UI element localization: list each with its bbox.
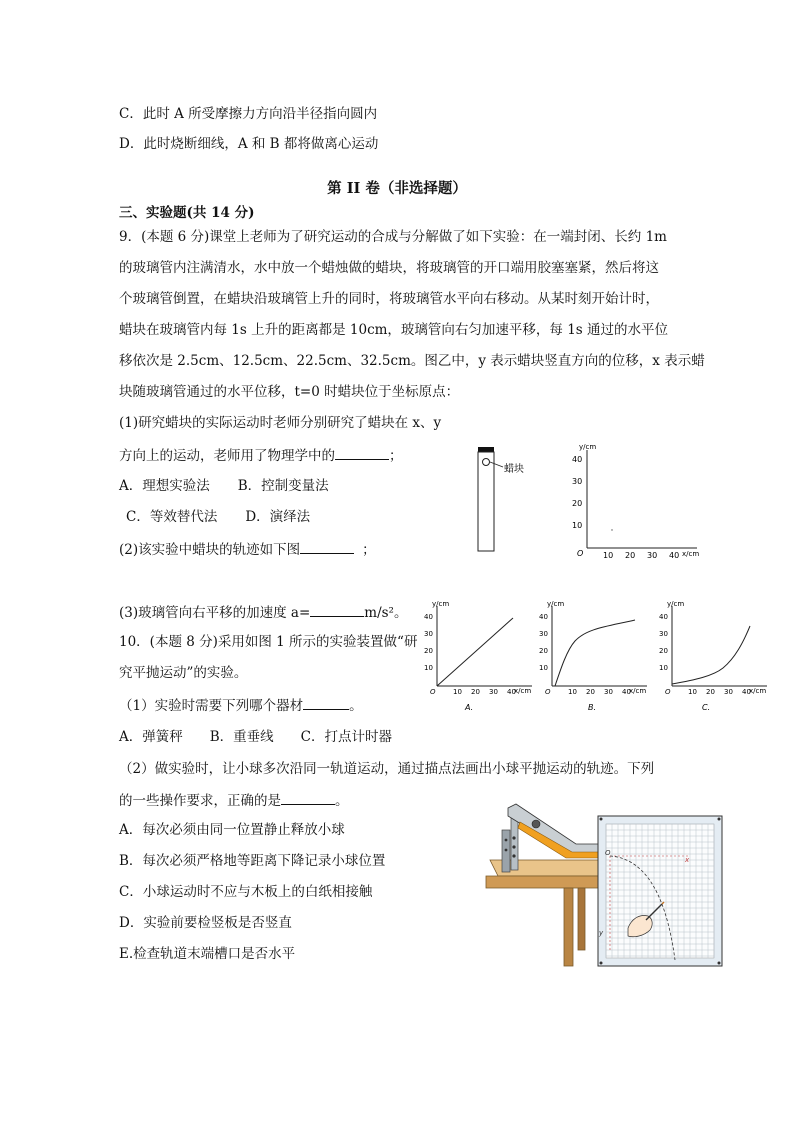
q9-part1-text: 方向上的运动，老师用了物理学中的 [119, 448, 335, 464]
wax-block [483, 459, 490, 466]
q9-stem-line1: 9．(本题 6 分)课堂上老师为了研究运动的合成与分解做了如下实验：在一端封闭、长约 1m [119, 229, 667, 245]
q10-part2-line1: （2）做实验时，让小球多次沿同一轨道运动，通过描点法画出小球平抛运动的轨迹。下列 [119, 761, 655, 777]
x-tick: 30 [724, 688, 733, 696]
x-tick: 10 [603, 551, 614, 560]
q10-part1 [119, 695, 363, 716]
grid-board [598, 816, 722, 966]
y-tick: 20 [539, 647, 548, 655]
q9-option-c: C．等效替代法 [126, 509, 218, 525]
x-tick: 10 [568, 688, 577, 696]
q10-part1-options: A．弹簧秤 B．重垂线 C．打点计时器 [119, 729, 392, 745]
wooden-table [486, 860, 612, 966]
x-tick: 40 [742, 688, 751, 696]
q8-option-d: D．此时烧断细线，A 和 B 都将做离心运动 [119, 136, 379, 152]
answer-blank[interactable] [303, 695, 349, 710]
ball [532, 820, 540, 828]
x-tick: 20 [586, 688, 595, 696]
q10-part1-text: （1）实验时需要下列哪个器材 [119, 698, 304, 714]
y-tick: 10 [539, 664, 548, 672]
q9-part3 [119, 602, 407, 623]
y-axis-label: y [599, 929, 604, 937]
projectile-apparatus-figure [480, 800, 730, 970]
section-subtitle: 三、实验题(共 14 分) [119, 205, 255, 221]
graph-a-label: A. [465, 703, 474, 712]
q9-option-a: A．理想实验法 [119, 478, 210, 494]
y-tick: 10 [659, 664, 668, 672]
answer-blank[interactable] [281, 790, 335, 805]
q9-options-row2 [126, 507, 310, 527]
origin-label: O [430, 688, 436, 696]
origin-label: O [577, 549, 584, 558]
q10-option-e: E.检查轨道末端槽口是否水平 [119, 946, 296, 962]
q9-part2-text: (2)该实验中蜡块的轨迹如下图 [119, 542, 301, 558]
trajectory-curve [672, 626, 750, 684]
x-tick: 30 [489, 688, 498, 696]
y-axis-label: y/cm [579, 443, 597, 451]
q9-stem-line2: 的玻璃管内注满清水，水中放一个蜡烛做的蜡块，将玻璃管的开口端用胶塞塞紧，然后将这 [119, 260, 659, 276]
x-tick: 10 [453, 688, 462, 696]
graph-c-label: C. [702, 703, 711, 712]
answer-blank[interactable] [310, 602, 364, 617]
y-tick: 40 [424, 613, 433, 621]
y-tick: 30 [659, 630, 668, 638]
graph-b-label: B. [588, 703, 597, 712]
answer-blank[interactable] [300, 539, 354, 554]
q10-part1-end: 。 [349, 698, 363, 714]
origin-label: O [545, 688, 551, 696]
q10-part2-line2 [119, 790, 349, 811]
y-tick: 30 [572, 477, 583, 486]
q9-part2 [119, 539, 376, 560]
x-tick: 40 [669, 551, 680, 560]
origin-label: O [665, 688, 671, 696]
y-axis-label: y/cm [547, 600, 565, 608]
q9-option-b: B．控制变量法 [237, 478, 329, 494]
glass-tube-figure [470, 443, 550, 555]
x-tick: 10 [688, 688, 697, 696]
q9-stem-line3: 个玻璃管倒置，在蜡块沿玻璃管上升的同时，将玻璃管水平向右移动。从某时刻开始计时， [119, 291, 659, 307]
y-tick: 30 [424, 630, 433, 638]
y-tick: 20 [659, 647, 668, 655]
y-axis-label: y/cm [667, 600, 685, 608]
y-tick: 10 [572, 521, 583, 530]
inclined-chute [508, 804, 606, 858]
x-axis-label: x/cm [514, 687, 532, 695]
x-axis-label: x/cm [682, 550, 700, 558]
x-tick: 30 [647, 551, 658, 560]
x-tick: 40 [622, 688, 631, 696]
q10-stem-line2: 究平抛运动”的实验。 [119, 665, 248, 681]
glass-tube [478, 452, 494, 551]
q8-option-c: C．此时 A 所受摩擦力方向沿半径指向圆内 [119, 106, 378, 122]
y-tick: 40 [659, 613, 668, 621]
section-title: 第 II 卷（非选择题） [327, 180, 467, 197]
q9-option-d: D．演绎法 [245, 509, 311, 525]
x-tick: 40 [507, 688, 516, 696]
wax-block-label: 蜡块 [504, 464, 524, 475]
x-tick: 30 [604, 688, 613, 696]
x-axis-label: x/cm [749, 687, 767, 695]
q10-option-b: B．每次必须严格地等距离下降记录小球位置 [119, 853, 386, 869]
x-tick: 20 [706, 688, 715, 696]
y-tick: 40 [572, 455, 583, 464]
y-tick: 40 [539, 613, 548, 621]
y-tick: 20 [424, 647, 433, 655]
y-axis-label: y/cm [432, 600, 450, 608]
q10-option-d: D．实验前要检竖板是否竖直 [119, 915, 292, 931]
q9-part1-line1: (1)研究蜡块的实际运动时老师分别研究了蜡块在 x、y [119, 415, 442, 431]
chute-stand [502, 818, 518, 872]
y-tick: 20 [572, 499, 583, 508]
answer-graph-b [535, 598, 655, 713]
q9-options-row1 [119, 476, 329, 496]
q10-option-c: C．小球运动时不应与木板上的白纸相接触 [119, 884, 373, 900]
empty-coordinate-graph [565, 440, 705, 565]
q10-option-a: A．每次必须由同一位置静止释放小球 [119, 822, 345, 838]
q10-part2-text: 的一些操作要求，正确的是 [119, 793, 281, 809]
answer-blank[interactable] [335, 445, 389, 460]
trajectory-line [437, 618, 513, 686]
q9-part3-text: (3)玻璃管向右平移的加速度 a= [119, 605, 311, 621]
x-tick: 20 [471, 688, 480, 696]
q10-stem-line1: 10．(本题 8 分)采用如图 1 所示的实验装置做“研 [119, 634, 418, 650]
stopper [478, 447, 494, 452]
answer-graph-c [655, 598, 775, 713]
q9-part3-unit: m/s²。 [364, 605, 408, 621]
q9-stem-line6: 块随玻璃管通过的水平位移，t=0 时蜡块位于坐标原点： [119, 384, 460, 400]
q9-part1-end: ； [389, 448, 403, 464]
y-tick: 30 [539, 630, 548, 638]
q9-part2-end: ； [362, 542, 376, 558]
origin-label: O [605, 849, 611, 857]
q9-part1-line2 [119, 445, 403, 466]
q10-part2-end: 。 [335, 793, 349, 809]
x-tick: 20 [625, 551, 636, 560]
trajectory-curve [555, 620, 635, 686]
y-tick: 10 [424, 664, 433, 672]
x-axis-label: x/cm [629, 687, 647, 695]
answer-graph-a [420, 598, 540, 713]
x-axis-label: x [685, 856, 690, 864]
q9-stem-line5: 移依次是 2.5cm、12.5cm、22.5cm、32.5cm。图乙中，y 表示蜡块竖直方向的位移，x 表示蜡 [119, 353, 705, 369]
q9-stem-line4: 蜡块在玻璃管内每 1s 上升的距离都是 10cm，玻璃管向右匀加速平移，每 1s 通过的水平位 [119, 322, 669, 338]
